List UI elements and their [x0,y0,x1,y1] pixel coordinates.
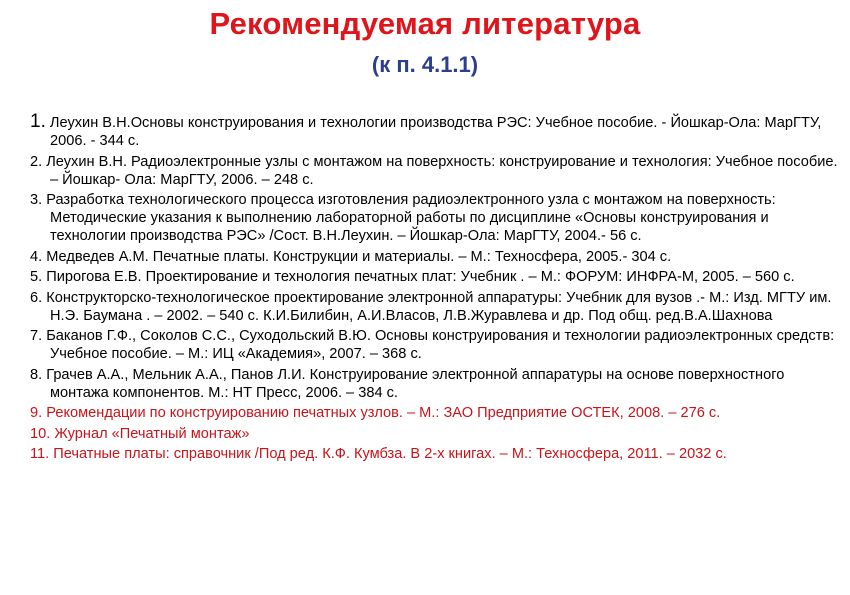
list-item-text: Конструкторско-технологическое проектирование электронной аппаратуры: Учебник для вузов .- М.: Изд. МГТУ им. Н.Э. Баумана . – 2002. – 540 с. К.И.Билибин, А.И.Власов, Л.В.Журавлева и др. Под общ. ред.В.А.Шахнова [46,289,832,324]
list-item-number: 9. [30,405,43,421]
list-item-7 [30,327,840,363]
list-item-8 [30,366,840,402]
list-item-number: 3. [30,192,43,208]
list-item-number: 4. [30,248,43,265]
list-item-number: 1. [30,111,46,132]
list-item-number: 7. [30,328,43,344]
list-item-6 [30,289,840,325]
list-item-text: Журнал «Печатный монтаж» [54,425,250,442]
list-item-10 [30,425,840,443]
list-item-text: Пирогова Е.В. Проектирование и технология печатных плат: Учебник . – М.: ФОРУМ: ИНФРА-М, 2005. – 560 с. [46,269,795,285]
list-item-text: Медведев А.М. Печатные платы. Конструкции и материалы. – М.: Техносфера, 2005.- 304 с. [46,248,672,265]
list-item-4 [30,248,840,266]
list-item-2 [30,153,840,189]
list-item-9 [30,404,840,422]
list-item-number: 6. [30,289,43,306]
page-subtitle: (к п. 4.1.1) [371,52,479,77]
list-item-text: Грачев А.А., Мельник А.А., Панов Л.И. Конструирование электронной аппаратуры на основе поверхностного монтажа компонентов. М.: НТ Пресс, 2006. – 384 с. [46,366,785,401]
page-title: Рекомендуемая литература [209,6,641,41]
list-item-number: 2. [30,153,43,170]
list-item-text: Разработка технологического процесса изготовления радиоэлектронного узла с монтажом на поверхность: Методические указания к выполнению лабораторной работы по дисциплине «Основы конструирования и технологии производства РЭС» /Сост. В.Н.Леухин. – Йошкар-Ола: МарГТУ, 2004.- 56 с. [46,192,776,244]
list-item-text: Рекомендации по конструированию печатных узлов. – М.: ЗАО Предприятие ОСТЕК, 2008. – 276 с. [46,405,721,421]
list-item-number: 10. [30,425,51,442]
list-item-5 [30,268,840,286]
list-item-3 [30,191,840,245]
list-item-11 [30,445,840,463]
list-item-text: Печатные платы: справочник /Под ред. К.Ф. Кумбза. В 2-х книгах. – М.: Техносфера, 2011. – 2032 с. [53,446,727,462]
list-item-number: 8. [30,366,43,383]
list-item-number: 11. [30,446,50,462]
list-item-1 [30,113,840,150]
list-item-text: Леухин В.Н. Радиоэлектронные узлы с монтажом на поверхность: конструирование и технология: Учебное пособие. – Йошкар- Ола: МарГТУ, 2006. – 248 с. [46,153,838,188]
list-item-text: Баканов Г.Ф., Соколов С.С., Суходольский В.Ю. Основы конструирования и технологии радиоэлектронных средств: Учебное пособие. – М.: ИЦ «Академия», 2007. – 368 с. [46,328,835,362]
list-item-text: Леухин В.Н.Основы конструирования и технологии производства РЭС: Учебное пособие. - Йошкар-Ола: МарГТУ, 2006. - 344 с. [49,115,822,149]
reference-list [30,113,840,466]
list-item-number: 5. [30,269,43,285]
